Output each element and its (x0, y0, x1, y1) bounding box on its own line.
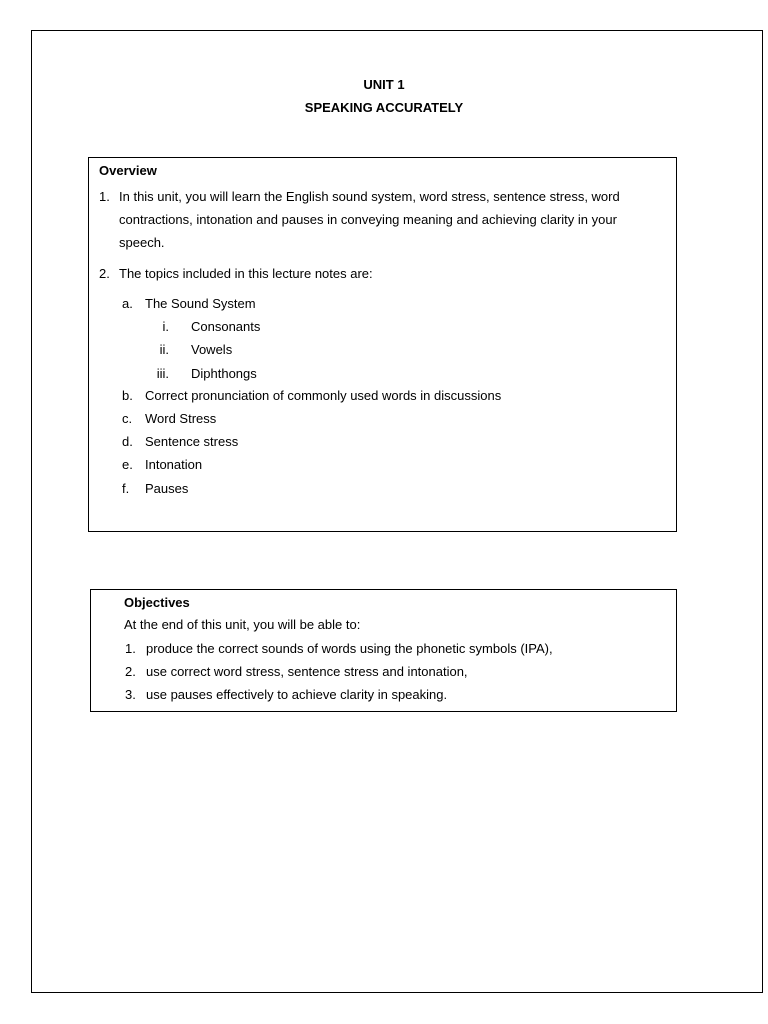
overview-item-2-text: The topics included in this lecture notes are: (119, 266, 373, 281)
topic-c-label: Word Stress (145, 411, 217, 426)
unit-number: UNIT 1 (363, 77, 405, 92)
topic-d-marker: d. (122, 434, 133, 449)
objective-2-marker: 2. (125, 664, 136, 679)
overview-heading: Overview (99, 163, 157, 178)
subtopic-i-marker: i. (162, 319, 169, 334)
overview-box (88, 157, 677, 532)
objective-1-text: produce the correct sounds of words using the phonetic symbols (IPA), (146, 641, 553, 656)
topic-b-marker: b. (122, 388, 133, 403)
unit-title: SPEAKING ACCURATELY (304, 100, 464, 115)
topic-f-label: Pauses (145, 481, 189, 496)
subtopic-ii-label: Vowels (191, 342, 233, 357)
topic-c-marker: c. (122, 411, 133, 426)
topic-a-label: The Sound System (145, 296, 256, 311)
subtopic-i-label: Consonants (191, 319, 261, 334)
objective-3-marker: 3. (125, 687, 136, 702)
topic-b-label: Correct pronunciation of commonly used words in discussions (145, 388, 502, 403)
objectives-intro: At the end of this unit, you will be able to: (124, 617, 361, 632)
objective-1-marker: 1. (125, 641, 136, 656)
objectives-box (90, 589, 677, 712)
subtopic-ii-marker: ii. (159, 342, 169, 357)
topic-a-marker: a. (122, 296, 133, 311)
topic-d-label: Sentence stress (145, 434, 239, 449)
overview-item-2-marker: 2. (99, 266, 110, 281)
objectives-heading: Objectives (124, 595, 190, 610)
subtopic-iii-marker: iii. (156, 366, 169, 381)
subtopic-iii-label: Diphthongs (191, 366, 257, 381)
topic-e-label: Intonation (145, 457, 203, 472)
objective-3-text: use pauses effectively to achieve clarity in speaking. (146, 687, 448, 702)
topic-f-marker: f. (122, 481, 130, 496)
overview-item-1-line-1: In this unit, you will learn the English sound system, word stress, sentence stress, word (119, 189, 620, 204)
overview-item-1-marker: 1. (99, 189, 110, 204)
topic-e-marker: e. (122, 457, 133, 472)
objective-2-text: use correct word stress, sentence stress and intonation, (146, 664, 468, 679)
overview-item-1-line-2: contractions, intonation and pauses in conveying meaning and achieving clarity in your (119, 212, 617, 227)
overview-item-1-line-3: speech. (119, 235, 165, 250)
